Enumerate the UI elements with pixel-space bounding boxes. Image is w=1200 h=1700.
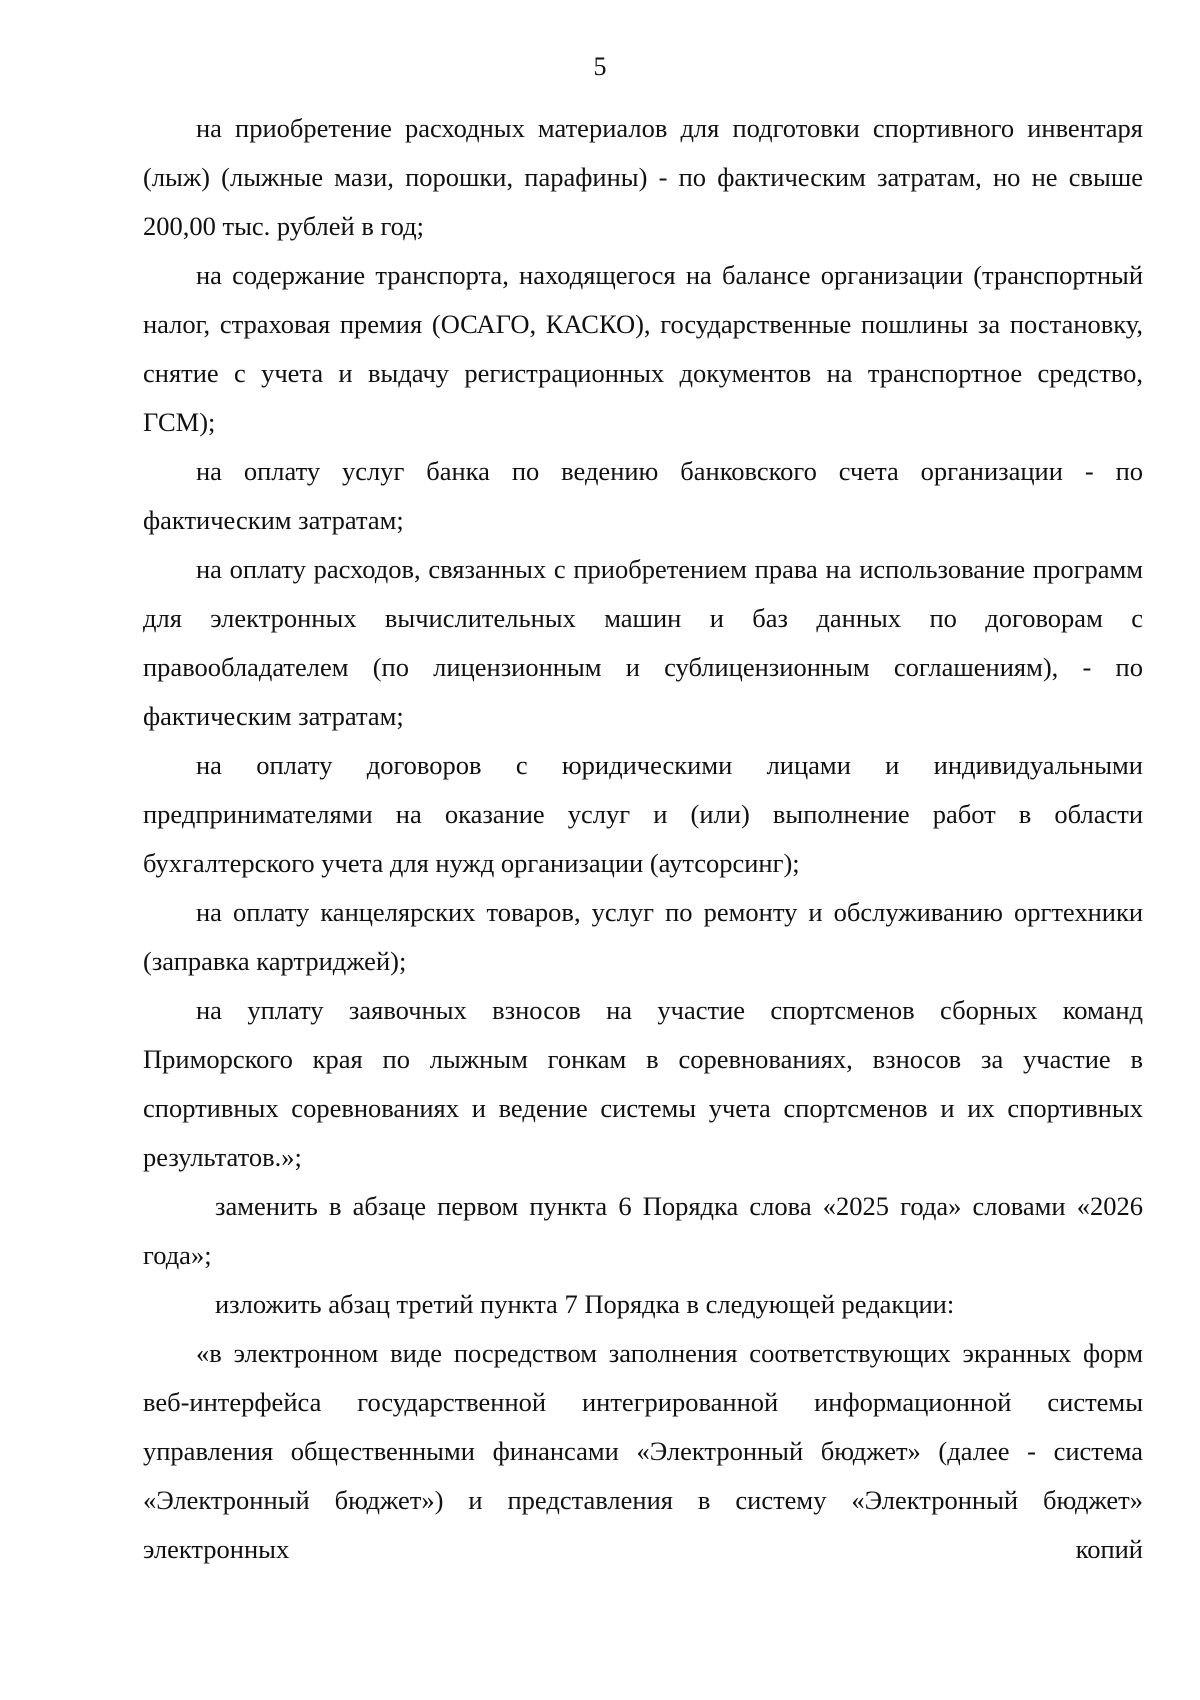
paragraph-electronic-budget: «в электронном виде посредством заполнения соответствующих экранных форм веб-интерфейса государственной интегрированной информационной системы управления общественными финансами «Электронный бюджет» (далее - система «Электронный бюджет») и представления в систему «Электронный бюджет» электронных копий [143,1338,1143,1564]
paragraph-transport-maintenance: на содержание транспорта, находящегося на балансе организации (транспортный налог, страховая премия (ОСАГО, КАСКО), государственные пошлины за постановку, снятие с учета и выдачу регистрационных документов на транспортное средство, ГСМ); [143,260,1143,437]
paragraph-replace-year: заменить в абзаце первом пункта 6 Порядка слова «2025 года» словами «2026 года»; [143,1191,1143,1270]
page-number: 5 [593,52,607,81]
paragraph-bank-services: на оплату услуг банка по ведению банковского счета организации - по фактическим затратам; [143,456,1143,535]
paragraph-sports-equipment-materials: на приобретение расходных материалов для подготовки спортивного инвентаря (лыж) (лыжные мази, порошки, парафины) - по фактическим затратам, но не свыше 200,00 тыс. рублей в год; [143,113,1143,241]
paragraph-office-supplies: на оплату канцелярских товаров, услуг по ремонту и обслуживанию оргтехники (заправка картриджей); [143,897,1143,976]
paragraph-amend-point-7: изложить абзац третий пункта 7 Порядка в следующей редакции: [215,1289,955,1319]
document-body [143,104,1143,1574]
paragraph-competition-fees: на уплату заявочных взносов на участие спортсменов сборных команд Приморского края по лыжным гонкам в соревнованиях, взносов за участие в спортивных соревнованиях и ведение системы учета спортсменов и их спортивных результатов.»; [143,995,1143,1172]
paragraph-software-licenses: на оплату расходов, связанных с приобретением права на использование программ для электронных вычислительных машин и баз данных по договорам с правообладателем (по лицензионным и сублицензионным соглашениям), - по фактическим затратам; [143,554,1143,731]
paragraph-accounting-outsourcing: на оплату договоров с юридическими лицами и индивидуальными предпринимателями на оказание услуг и (или) выполнение работ в области бухгалтерского учета для нужд организации (аутсорсинг); [143,750,1143,878]
